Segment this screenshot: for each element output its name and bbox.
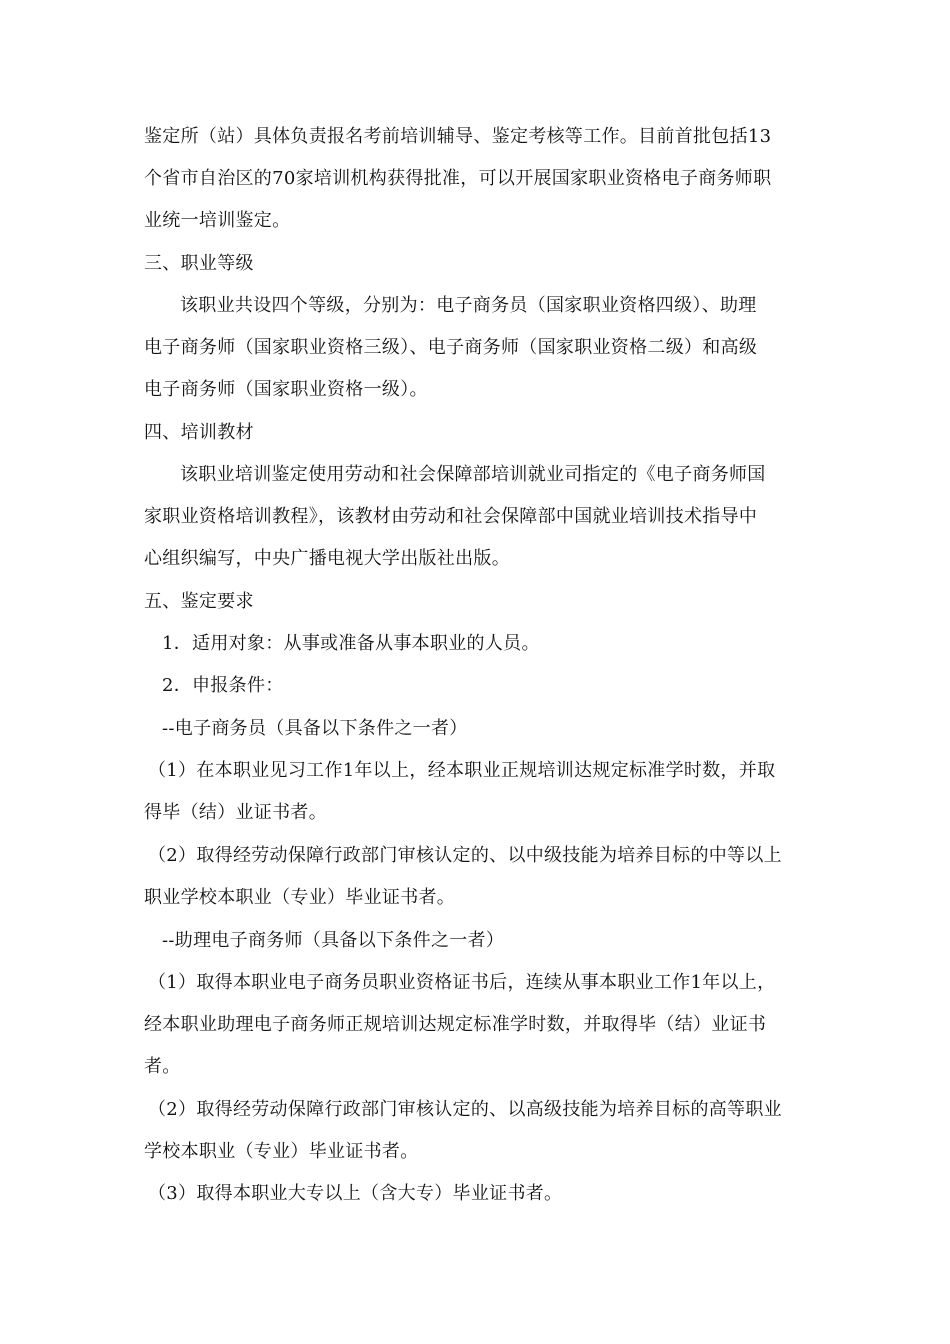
paragraph-line: 得毕（结）业证书者。 [144,802,327,823]
paragraph-line: 电子商务师（国家职业资格三级）、电子商务师（国家职业资格二级）和高级 [144,337,758,358]
paragraph-line: 者。 [144,1056,181,1077]
condition-item: （1）取得本职业电子商务员职业资格证书后，连续从事本职业工作1年以上， [148,972,776,993]
paragraph-line: 该职业共设四个等级，分别为：电子商务员（国家职业资格四级）、助理 [180,295,757,316]
paragraph-line: 心组织编写，中央广播电视大学出版社出版。 [144,548,510,569]
paragraph-line: 业统一培训鉴定。 [144,210,291,231]
section-heading-4: 四、培训教材 [144,422,254,443]
condition-item: （2）取得经劳动保障行政部门审核认定的、以高级技能为培养目标的高等职业 [148,1099,782,1120]
condition-item: （1）在本职业见习工作1年以上，经本职业正规培训达规定标准学时数，并取 [148,760,776,781]
condition-item: （3）取得本职业大专以上（含大专）毕业证书者。 [148,1183,563,1204]
section-heading-3: 三、职业等级 [144,253,254,274]
paragraph-line: 个省市自治区的70家培训机构获得批准，可以开展国家职业资格电子商务师职 [144,168,772,189]
list-item: 2．申报条件： [162,675,284,696]
paragraph-line: 经本职业助理电子商务师正规培训达规定标准学时数，并取得毕（结）业证书 [144,1014,767,1035]
condition-item: （2）取得经劳动保障行政部门审核认定的、以中级技能为培养目标的中等以上 [148,845,782,866]
section-heading-5: 五、鉴定要求 [144,591,254,612]
paragraph-line: 鉴定所（站）具体负责报名考前培训辅导、鉴定考核等工作。目前首批包括13 [144,126,772,147]
subheading: --助理电子商务师（具备以下条件之一者） [162,930,505,951]
paragraph-line: 学校本职业（专业）毕业证书者。 [144,1141,419,1162]
paragraph-line: 职业学校本职业（专业）毕业证书者。 [144,887,456,908]
subheading: --电子商务员（具备以下条件之一者） [162,718,468,739]
paragraph-line: 电子商务师（国家职业资格一级）。 [144,379,428,400]
paragraph-line: 家职业资格培训教程》，该教材由劳动和社会保障部中国就业培训技术指导中 [144,506,758,527]
list-item: 1．适用对象：从事或准备从事本职业的人员。 [162,633,540,654]
paragraph-line: 该职业培训鉴定使用劳动和社会保障部培训就业司指定的《电子商务师国 [180,464,766,485]
